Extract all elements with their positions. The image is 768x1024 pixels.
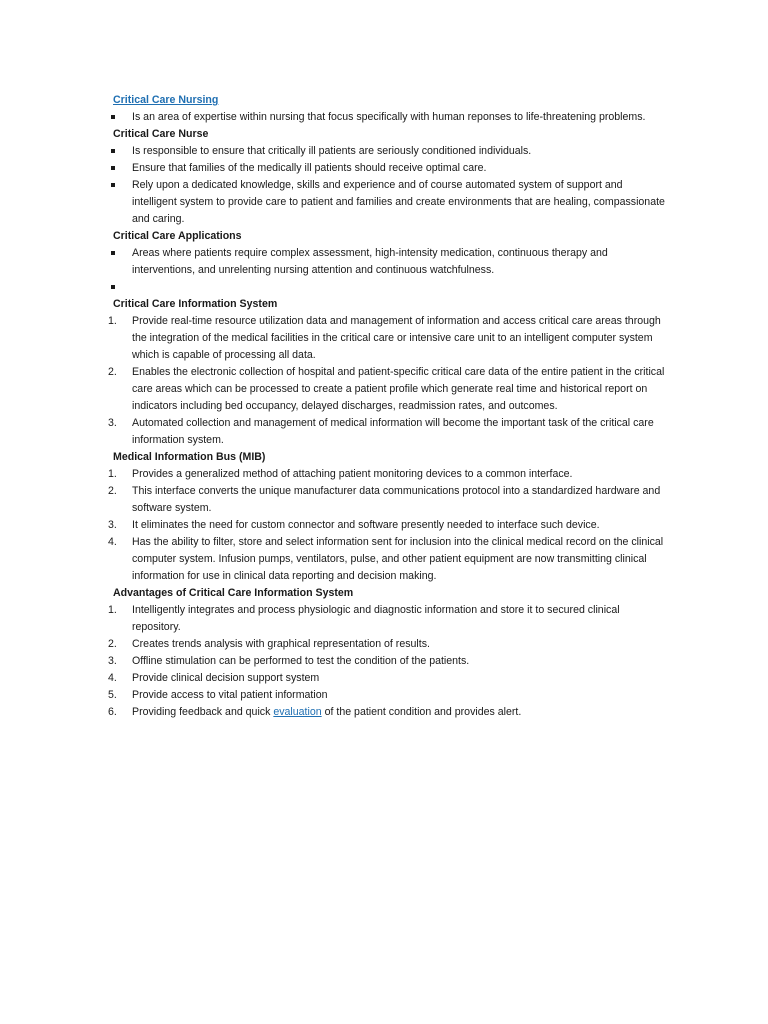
list-item: 1. Provides a generalized method of attaching patient monitoring devices to a common interface. xyxy=(108,466,668,483)
list-item: 2. Enables the electronic collection of hospital and patient-specific critical care data of the entire patient in the critical care areas which can be processed to create a patient profile which generate real time and historical report on indicators including bed occupancy, delayed discharges, readmission rates, and outcomes. xyxy=(108,366,665,412)
list-item: 3. Automated collection and management of medical information will become the important task of the critical care information system. xyxy=(108,417,654,446)
section-heading-critical-care-nurse: Critical Care Nurse xyxy=(113,128,209,140)
list-number: 1. xyxy=(108,468,117,480)
list-number: 2. xyxy=(108,638,117,650)
list-number: 1. xyxy=(108,604,117,616)
list-item: Rely upon a dedicated knowledge, skills and experience and of course automated system of support and intelligent system to provide care to patient and families and create environments that are healing, compassionate and caring. xyxy=(132,179,665,225)
section-heading-advantages: Advantages of Critical Care Information System xyxy=(113,587,354,599)
list-item: 5. Provide access to vital patient information xyxy=(108,687,668,704)
list-item: 3. It eliminates the need for custom connector and software presently needed to interface such device. xyxy=(108,517,668,534)
list-item: 3. Offline stimulation can be performed to test the condition of the patients. xyxy=(108,653,668,670)
section-heading-applications: Critical Care Applications xyxy=(113,230,242,242)
mib-numbered-list xyxy=(108,466,668,585)
list-number: 2. xyxy=(108,485,117,497)
section-heading-mib: Medical Information Bus (MIB) xyxy=(113,451,266,463)
information-system-numbered-list xyxy=(108,313,668,449)
list-number: 2. xyxy=(108,366,117,378)
list-item: Is an area of expertise within nursing that focus specifically with human reponses to life-threatening problems. xyxy=(132,111,646,123)
list-number: 6. xyxy=(108,706,117,718)
list-number: 3. xyxy=(108,417,117,429)
list-number: 3. xyxy=(108,655,117,667)
evaluation-link[interactable]: evaluation xyxy=(273,706,322,718)
list-item xyxy=(108,704,668,721)
advantages-numbered-list xyxy=(108,602,668,721)
list-number: 3. xyxy=(108,519,117,531)
list-item: Areas where patients require complex assessment, high-intensity medication, continuous therapy and interventions, and unrelenting nursing attention and continuous watchfulness. xyxy=(132,247,608,276)
list-number: 1. xyxy=(108,315,117,327)
list-number: 4. xyxy=(108,672,117,684)
nurse-bullet-list xyxy=(108,143,668,228)
list-item: 4. Provide clinical decision support system xyxy=(108,670,668,687)
empty-list-item xyxy=(108,279,668,296)
list-item: Is responsible to ensure that critically ill patients are seriously conditioned individuals. xyxy=(132,145,532,157)
list-item: 1. Intelligently integrates and process physiologic and diagnostic information and store it to secured clinical repository. xyxy=(108,604,620,633)
list-number: 5. xyxy=(108,689,117,701)
list-item: 2. Creates trends analysis with graphical representation of results. xyxy=(108,636,668,653)
section-heading-information-system: Critical Care Information System xyxy=(113,298,278,310)
list-item: Ensure that families of the medically ill patients should receive optimal care. xyxy=(132,162,487,174)
item-text-after-link: of the patient condition and provides alert. xyxy=(321,706,522,718)
list-number: 4. xyxy=(108,536,117,548)
item-text-before-link: Providing feedback and quick xyxy=(132,706,274,718)
nursing-bullet-list xyxy=(108,109,668,126)
list-item: 1. Provide real-time resource utilization data and management of information and access critical care areas through the integration of the medical facilities in the critical care or intensive care unit to an intelligent computer system which is capable of processing all data. xyxy=(108,315,661,361)
applications-bullet-list xyxy=(108,245,668,296)
critical-care-nursing-link[interactable]: Critical Care Nursing xyxy=(113,94,219,106)
list-item: 2. This interface converts the unique manufacturer data communications protocol into a standardized hardware and software system. xyxy=(108,485,661,514)
list-item: 4. Has the ability to filter, store and select information sent for inclusion into the clinical medical record on the clinical computer system. Infusion pumps, ventilators, pulse, and other patient equipment are now transmitting clinical information for use in clinical data reporting and decision making. xyxy=(108,536,664,582)
